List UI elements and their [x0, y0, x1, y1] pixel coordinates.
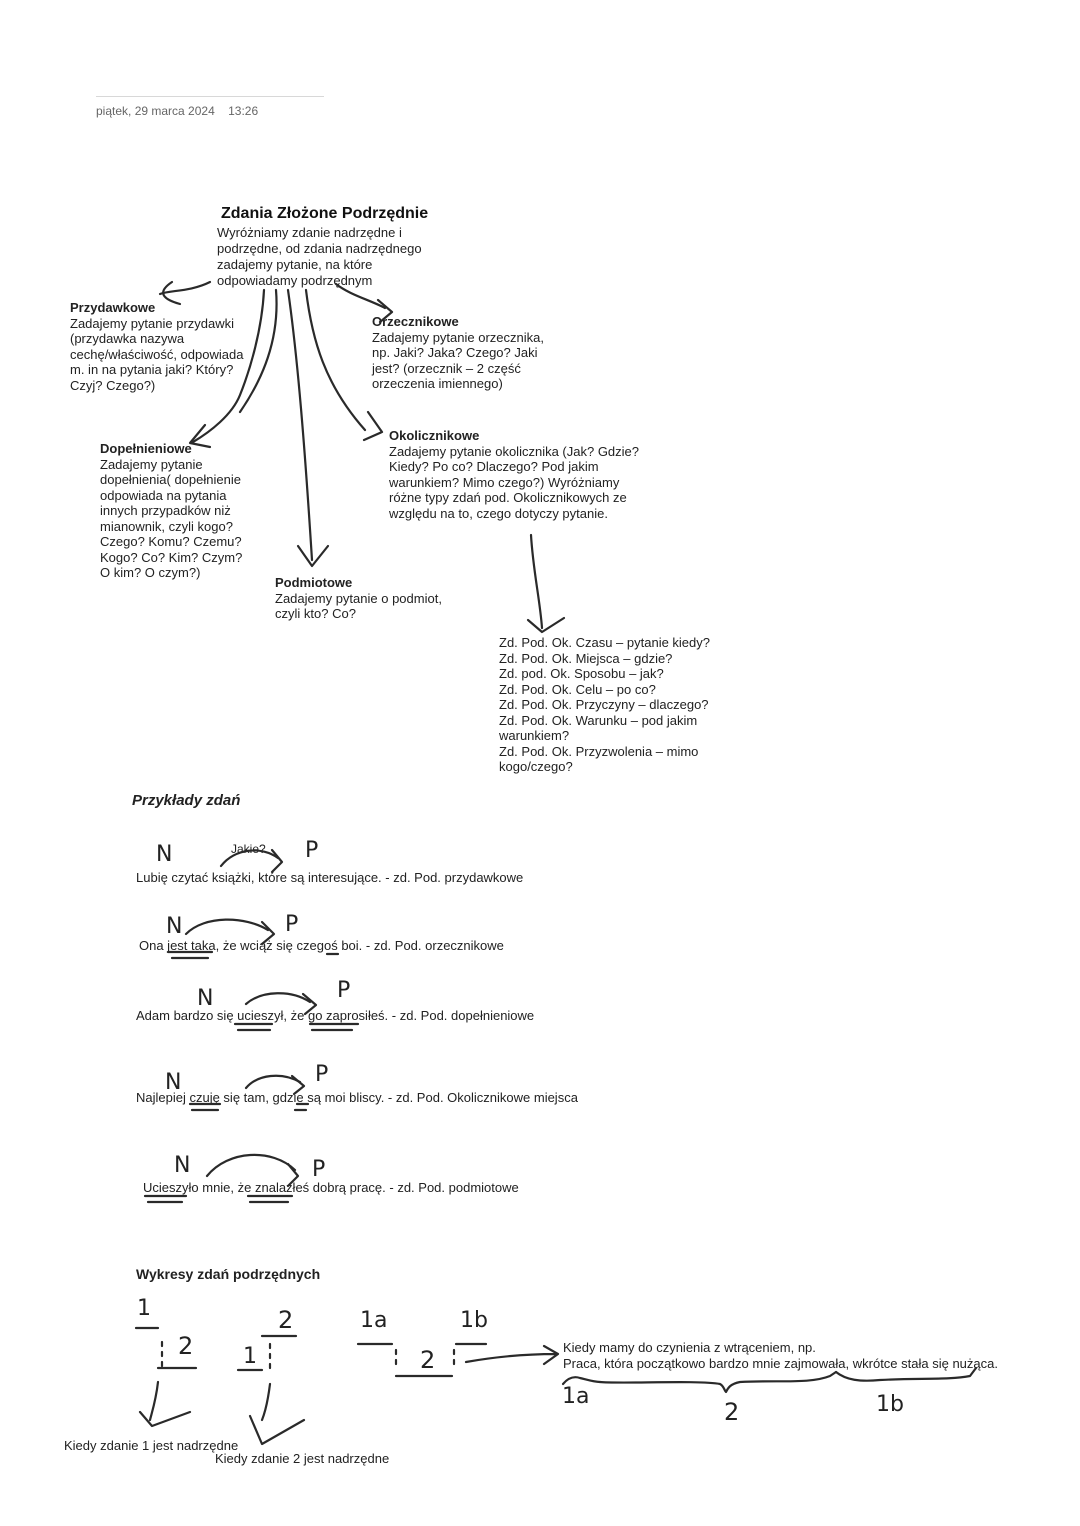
type-dopelnieniowe: [100, 441, 245, 581]
arrowhead: [528, 618, 564, 632]
type-heading: Przydawkowe: [70, 300, 156, 315]
brace: [600, 1372, 836, 1392]
type-okolicznikowe: [389, 428, 639, 521]
arrowhead: [298, 546, 328, 566]
examples-heading: Przykłady zdań: [132, 792, 241, 809]
diagram-number: 1b: [876, 1392, 904, 1417]
list-item: Zd. Pod. Ok. Przyzwolenia – mimo kogo/czego?: [499, 743, 699, 774]
list-item: Zd. Pod. Ok. Przyczyny – dlaczego?: [499, 697, 709, 712]
podrzedne-mark: P: [315, 1062, 329, 1087]
diagram-number: 1a: [360, 1308, 388, 1333]
nadrzedne-mark: N: [197, 986, 214, 1011]
type-orzecznikowe: [372, 314, 552, 392]
arrowhead: [272, 850, 282, 872]
diagram-caption: Kiedy zdanie 2 jest nadrzędne: [215, 1451, 390, 1466]
list-item: Zd. Pod. Ok. Warunku – pod jakim warunkiem?: [499, 712, 698, 743]
list-item: Zd. pod. Ok. Sposobu – jak?: [499, 666, 664, 681]
type-description: Zadajemy pytanie przydawki (przydawka nazywa cechę/właściwość, odpowiada m. in na pytania jaki? Który? Czyj? Czego?): [70, 315, 244, 393]
diagram-arrow: [466, 1346, 558, 1364]
arrow-to-podmiotowe: [288, 290, 312, 560]
note-timestamp: [96, 104, 268, 118]
podrzedne-mark: P: [305, 838, 319, 863]
nadrzedne-mark: N: [156, 842, 173, 867]
nadrzedne-mark: N: [165, 1070, 182, 1095]
example-arc: [246, 1076, 300, 1088]
intro-text: Wyróżniamy zdanie nadrzędne i podrzędne, od zdania nadrzędnego zadajemy pytanie, na które odpowiadamy podrzędnym: [217, 225, 422, 288]
diagram-arrow: [140, 1382, 190, 1426]
list-item: Zd. Pod. Ok. Miejsca – gdzie?: [499, 650, 673, 666]
question-label: Jakie?: [231, 842, 266, 856]
aside-line: Praca, która początkowo bardzo mnie zajmowała, wkrótce stała się nużąca.: [563, 1356, 998, 1371]
note-date: piątek, 29 marca 2024: [96, 104, 215, 118]
podrzedne-mark: P: [312, 1157, 326, 1182]
note-time: 13:26: [228, 104, 259, 118]
diagram-number: 2: [420, 1346, 436, 1374]
diagram-number: 1b: [460, 1308, 488, 1333]
type-heading: Okolicznikowe: [389, 428, 480, 443]
diagram-number: 2: [178, 1332, 194, 1360]
example-sentence: Adam bardzo się ucieszył, że go zaprosiłeś. - zd. Pod. dopełnieniowe: [136, 1008, 535, 1023]
page-title: Zdania Złożone Podrzędnie: [221, 205, 429, 222]
underline: [235, 1024, 358, 1030]
type-description: Zadajemy pytanie dopełnienia( dopełnienie odpowiada na pytania innych przypadków niż mianownik, czyli kogo? Czego? Komu? Czemu? Kogo? Co? Kim? Czym? O kim? O czym?): [100, 456, 243, 580]
type-heading: Orzecznikowe: [372, 314, 459, 329]
nadrzedne-mark: N: [166, 914, 183, 939]
arrow-to-przydawkowe: [160, 282, 210, 294]
type-heading: Podmiotowe: [275, 575, 353, 590]
example-arc: [186, 920, 268, 934]
nadrzedne-mark: N: [174, 1153, 191, 1178]
diagram-number: 1: [137, 1296, 151, 1321]
example-sentence: Lubię czytać książki, które są interesujące. - zd. Pod. przydawkowe: [136, 870, 524, 885]
header-divider: [96, 96, 324, 97]
aside-line: Kiedy mamy do czynienia z wtrąceniem, np.: [563, 1340, 816, 1355]
list-item: Zd. Pod. Ok. Celu – po co?: [499, 681, 656, 697]
diagram-number: 2: [278, 1306, 294, 1334]
list-item: Zd. Pod. Ok. Czasu – pytanie kiedy?: [499, 635, 710, 650]
example-sentence: Ona jest taka, że wciąż się czegoś boi. - zd. Pod. orzecznikowe: [139, 938, 504, 953]
brace: [563, 1377, 600, 1384]
arrow-to-list: [531, 535, 542, 628]
podrzedne-mark: P: [285, 912, 299, 937]
example-sentence: Najlepiej czuję się tam, gdzie są moi bliscy. - zd. Pod. Okolicznikowe miejsca: [136, 1090, 578, 1105]
example-sentence: Ucieszyło mnie, że znalazłeś dobrą pracę. - zd. Pod. podmiotowe: [143, 1180, 519, 1195]
diagram-number: 1a: [562, 1384, 590, 1409]
diagram-number: 2: [724, 1398, 740, 1426]
type-podmiotowe: [275, 575, 460, 622]
diagram-arrow: [250, 1384, 304, 1444]
example-arc: [207, 1155, 295, 1176]
okolicznikowe-list: [499, 635, 724, 775]
arrowhead: [364, 412, 382, 440]
type-description: Zadajemy pytanie o podmiot, czyli kto? Co?: [275, 590, 442, 621]
diagrams-heading: Wykresy zdań podrzędnych: [136, 1266, 321, 1282]
podrzedne-mark: P: [337, 978, 351, 1003]
diagram-caption: Kiedy zdanie 1 jest nadrzędne: [64, 1438, 239, 1453]
arrow-to-okolicznikowe: [306, 290, 365, 430]
type-description: Zadajemy pytanie okolicznika (Jak? Gdzie? Kiedy? Po co? Dlaczego? Pod jakim warunkiem? Mimo czego?) Wyróżniamy różne typy zdań pod. Okolicznikowych ze względu na to, czego dotyczy pytanie.: [389, 443, 640, 521]
example-arc: [246, 993, 310, 1004]
type-description: Zadajemy pytanie orzecznika, np. Jaki? Jaka? Czego? Jaki jest? (orzecznik – 2 część orzeczenia imiennego): [372, 329, 544, 391]
type-heading: Dopełnieniowe: [100, 441, 192, 456]
underline: [145, 1196, 292, 1202]
diagram-number: 1: [243, 1344, 257, 1369]
type-przydawkowe: [70, 300, 260, 393]
